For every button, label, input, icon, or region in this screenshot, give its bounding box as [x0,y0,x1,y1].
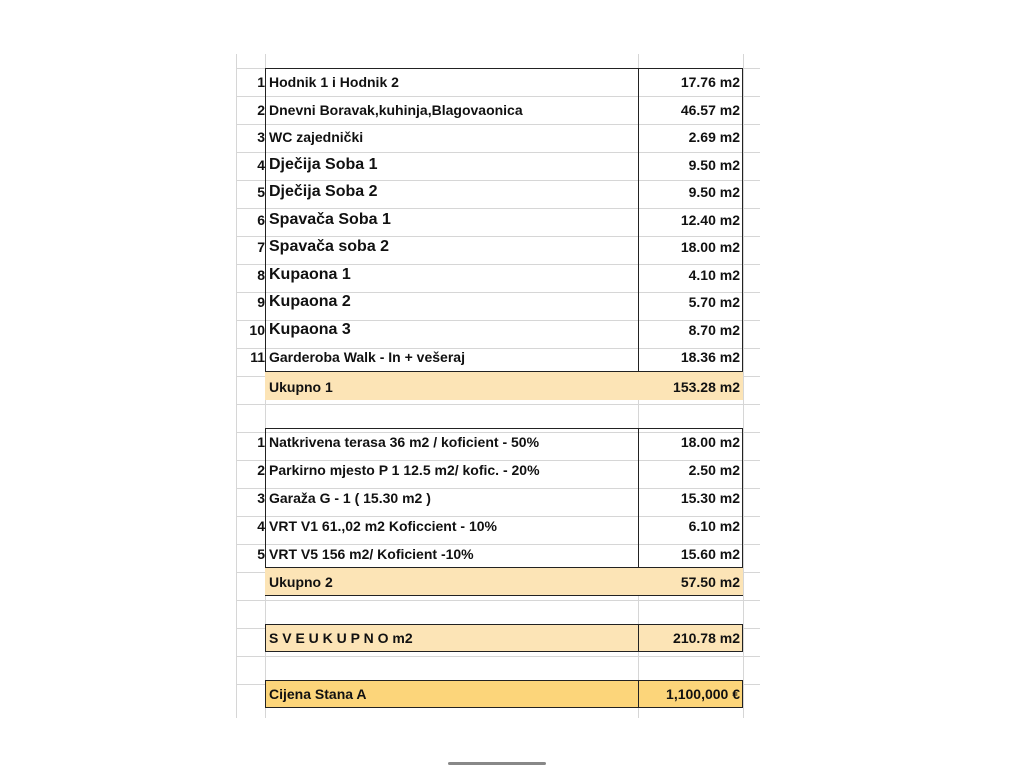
area-value: 4.10 m2 [688,266,740,283]
row-number: 2 [257,101,265,118]
room-name: Spavača soba 2 [269,238,390,255]
room-name: Natkrivena terasa 36 m2 / koficient - 50% [269,434,540,450]
area-value: 9.50 m2 [688,184,740,200]
grid-line [236,404,760,405]
row-number: 2 [257,462,265,478]
row-number: 4 [257,518,265,534]
area-value: 18.00 m2 [680,239,740,255]
room-name: Kupaona 2 [269,293,351,310]
row-number: 11 [250,349,265,365]
area-value: 15.60 m2 [680,546,740,562]
area-value: 9.50 m2 [688,156,740,173]
total-2-value: 57.50 m2 [680,574,740,590]
row-number: 1 [257,434,265,450]
row-number: 1 [257,74,265,90]
room-name: Dječija Soba 2 [269,183,378,200]
row-number: 3 [257,129,265,145]
room-name: Hodnik 1 i Hodnik 2 [269,74,399,90]
room-name: Kupaona 3 [269,320,351,338]
total-2-underline [265,595,743,596]
row-number: 9 [257,294,265,310]
area-value: 8.70 m2 [688,321,740,338]
row-number: 6 [257,211,265,228]
area-value: 18.00 m2 [680,434,740,450]
room-name: Spavača Soba 1 [269,210,391,228]
price-label: Cijena Stana A [269,686,367,702]
room-name: Dnevni Boravak,kuhinja,Blagovaonica [269,101,523,118]
total-2-label: Ukupno 2 [269,574,333,590]
grid-line [236,600,760,601]
area-value: 5.70 m2 [688,294,740,310]
total-1-label: Ukupno 1 [269,379,333,395]
room-name: Parkirno mjesto P 1 12.5 m2/ kofic. - 20% [269,462,540,478]
grand-total-value: 210.78 m2 [673,630,740,646]
row-number: 10 [249,321,265,338]
room-name: WC zajednički [269,129,364,145]
room-name: VRT V1 61.,02 m2 Koficcient - 10% [269,518,497,534]
room-name: Garaža G - 1 ( 15.30 m2 ) [269,490,431,506]
area-value: 2.50 m2 [688,462,740,478]
price-value: 1,100,000 € [666,686,740,702]
area-value: 15.30 m2 [680,490,740,506]
room-name: VRT V5 156 m2/ Koficient -10% [269,546,474,562]
row-number: 7 [257,239,265,255]
room-name: Kupaona 1 [269,265,351,283]
room-name: Garderoba Walk - In + vešeraj [269,349,465,365]
row-number: 8 [257,266,265,283]
area-value: 6.10 m2 [688,518,740,534]
grand-total-label: S V E U K U P N O m2 [269,630,413,646]
home-indicator[interactable] [448,762,546,765]
row-number: 3 [257,490,265,506]
area-value: 18.36 m2 [680,349,740,365]
row-number: 4 [257,156,265,173]
row-number: 5 [257,546,265,562]
grid-line [236,656,760,657]
area-value: 2.69 m2 [688,129,740,145]
area-value: 17.76 m2 [680,74,740,90]
total-1-value: 153.28 m2 [673,379,740,395]
spreadsheet [236,54,760,718]
grid-line [743,54,744,718]
area-value: 12.40 m2 [680,211,740,228]
area-value: 46.57 m2 [680,101,740,118]
room-name: Dječija Soba 1 [269,155,378,173]
row-number: 5 [257,184,265,200]
